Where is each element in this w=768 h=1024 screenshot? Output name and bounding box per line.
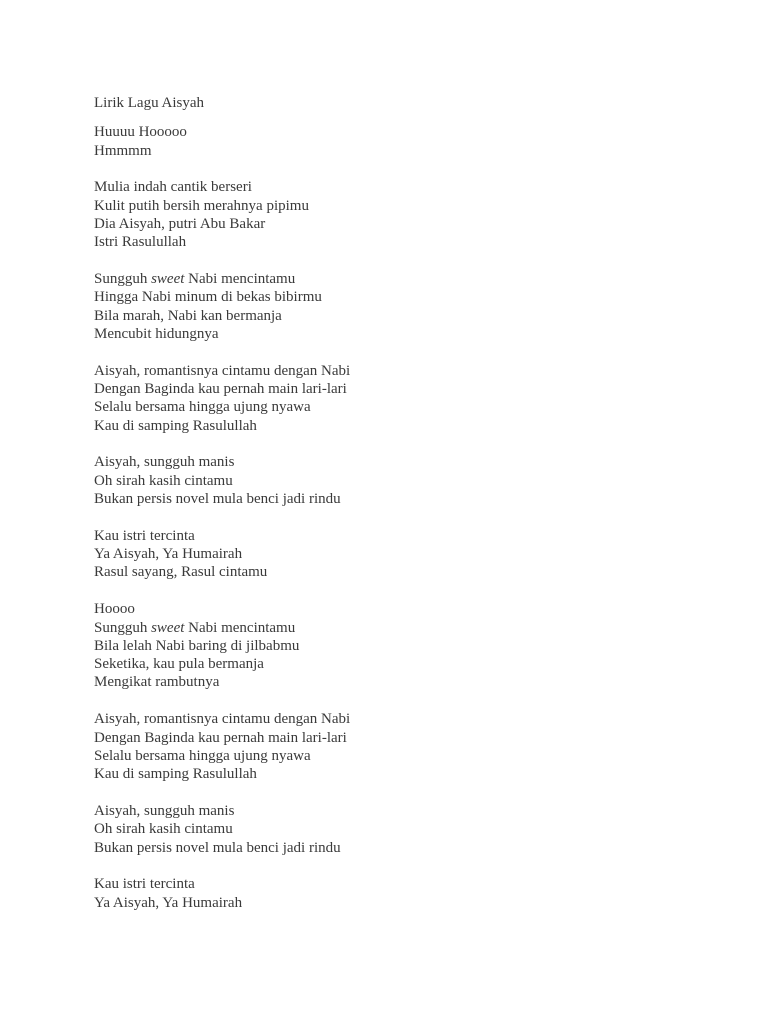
lyric-line: Huuuu Hooooo xyxy=(94,124,187,141)
lyric-line: Selalu bersama hingga ujung nyawa xyxy=(94,747,311,764)
lyrics-body xyxy=(94,123,350,912)
lyric-line: Sungguh sweet Nabi mencintamu xyxy=(94,271,296,288)
stanza xyxy=(94,453,350,508)
lyric-line: Bukan persis novel mula benci jadi rindu xyxy=(94,491,341,508)
lyric-line: Bila lelah Nabi baring di jilbabmu xyxy=(94,637,300,654)
lyric-line: Hingga Nabi minum di bekas bibirmu xyxy=(94,289,322,306)
lyric-line: Kau istri tercinta xyxy=(94,527,195,544)
lyric-line: Kulit putih bersih merahnya pipimu xyxy=(94,197,309,214)
stanza xyxy=(94,710,350,783)
lyric-line: Dengan Baginda kau pernah main lari-lari xyxy=(94,729,347,746)
lyric-line: Mulia indah cantik berseri xyxy=(94,179,252,196)
lyric-line: Ya Aisyah, Ya Humairah xyxy=(94,894,243,911)
lyric-line: Rasul sayang, Rasul cintamu xyxy=(94,564,268,581)
lyric-line: Seketika, kau pula bermanja xyxy=(94,656,264,673)
lyric-line: Dia Aisyah, putri Abu Bakar xyxy=(94,215,266,232)
lyric-line: Bila marah, Nabi kan bermanja xyxy=(94,307,282,324)
page-title: Lirik Lagu Aisyah xyxy=(94,95,204,111)
lyric-line: Aisyah, romantisnya cintamu dengan Nabi xyxy=(94,711,351,728)
lyric-line: Istri Rasulullah xyxy=(94,234,187,251)
lyric-line: Aisyah, sungguh manis xyxy=(94,802,235,819)
lyric-line: Sungguh sweet Nabi mencintamu xyxy=(94,619,296,636)
lyric-line: Hmmmm xyxy=(94,142,152,159)
lyrics-content xyxy=(94,94,350,912)
lyric-line: Bukan persis novel mula benci jadi rindu xyxy=(94,839,341,856)
lyric-line: Dengan Baginda kau pernah main lari-lari xyxy=(94,381,347,398)
stanza xyxy=(94,123,350,160)
lyric-line: Kau di samping Rasulullah xyxy=(94,766,257,783)
stanza xyxy=(94,527,350,582)
stanza xyxy=(94,362,350,435)
stanza xyxy=(94,270,350,343)
lyric-line: Kau istri tercinta xyxy=(94,876,195,893)
lyric-line: Mencubit hidungnya xyxy=(94,325,219,342)
lyric-line: Selalu bersama hingga ujung nyawa xyxy=(94,399,311,416)
lyric-line: Kau di samping Rasulullah xyxy=(94,417,257,434)
lyric-line: Ya Aisyah, Ya Humairah xyxy=(94,546,243,563)
lyric-line: Hoooo xyxy=(94,601,135,618)
stanza xyxy=(94,802,350,857)
lyric-line: Mengikat rambutnya xyxy=(94,674,220,691)
stanza xyxy=(94,875,350,912)
stanza xyxy=(94,600,350,691)
stanza xyxy=(94,178,350,251)
lyric-line: Aisyah, sungguh manis xyxy=(94,454,235,471)
lyric-line: Aisyah, romantisnya cintamu dengan Nabi xyxy=(94,362,351,379)
lyric-line: Oh sirah kasih cintamu xyxy=(94,821,233,838)
lyric-line: Oh sirah kasih cintamu xyxy=(94,472,233,489)
